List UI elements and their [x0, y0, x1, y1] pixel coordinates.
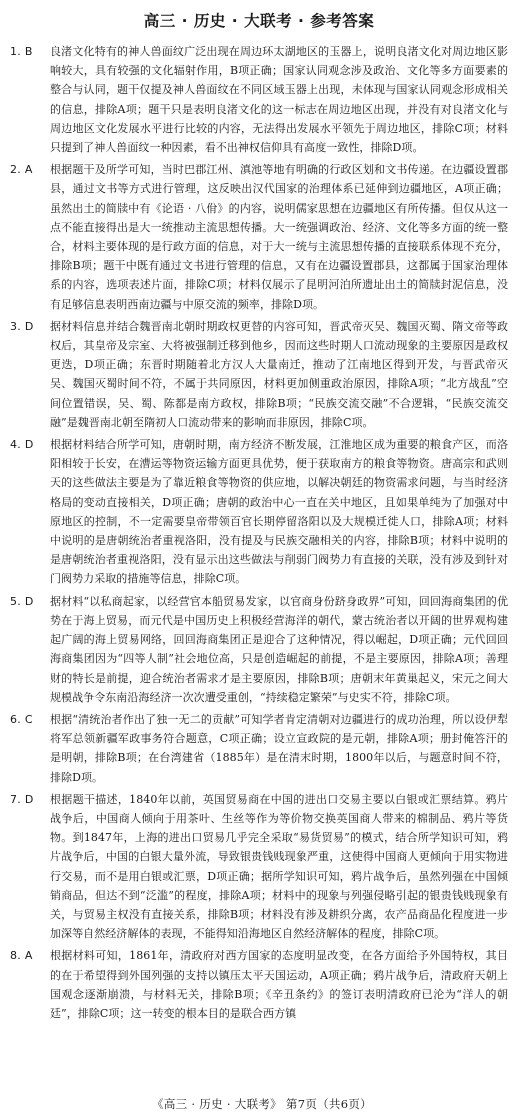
- page-footer: 《高三 · 历史 · 大联考》 第7页（共6页）: [152, 1097, 372, 1111]
- answer-item-5: [10, 592, 508, 707]
- answer-item-4: [10, 435, 508, 589]
- answer-number: 4. D: [10, 438, 34, 452]
- answer-item-6: [10, 710, 508, 787]
- answer-item-8: [10, 946, 508, 1023]
- answer-explanation: 根据材料可知，1861年，清政府对西方国家的态度明显改变，在各方面给予外国特权，其目的在于希望得到外国列强的支持以镇压太平天国运动，A项正确；鸦片战争后，清政府天朝上国观念逐渐崩溃，与材料无关，排除B项；《辛丑条约》的签订表明清政府已沦为“洋人的朝廷”，排除C项；这一转变的根本目的是联合西方镇: [50, 949, 508, 1020]
- answer-number: 2. A: [10, 163, 33, 177]
- answer-number: 8. A: [10, 949, 33, 963]
- answer-item-7: [10, 790, 508, 944]
- answer-item-3: [10, 317, 508, 432]
- answer-explanation: 据材料信息并结合魏晋南北朝时期政权更替的内容可知，晋武帝灭吴、魏国灭蜀、隋文帝等政权后，其皇帝及宗室、大将被强制迁移到他乡，因而这些时期人口流动现象的主要原因是政权更迭，D项正确；东晋时期随着北方汉人大量南迁，推动了江南地区得到开发，与晋武帝灭吴、魏国灭蜀时间不符，不属于共同原因，材料更加侧重政治原因，排除A项；“北方战乱”空间位置错误，吴、蜀、陈都是南方政权，排除B项；“民族交流交融”不合逻辑，“民族交流交融”是魏晋南北朝至隋初人口流动带来的影响而非原因，排除C项。: [50, 319, 508, 429]
- answer-number: 1. B: [10, 45, 33, 58]
- answer-explanation: 据材料“以私商起家，以经营官本船贸易发家，以官商身份跻身政界”可知，回回海商集团的优势在于海上贸易，而元代是中国历史上积极经营海洋的朝代，蒙古统治者以开阔的世界观构建起广阔的海上贸易网络，回回海商集团正是迎合了这种情况，得以崛起，D项正确；元代回回海商集团因为“四等人制”社会地位高，只是创造崛起的前提，不是主要原因，排除A项；善理财的特长是前提，迎合统治者需求才是主要原因，排除B项；唐朝末年黄巢起义，宋元之间大规模战争令东南沿海经济一次次遭受重创，“持续稳定繁荣”与史实不符，排除C项。: [50, 594, 508, 704]
- answer-explanation: 根据“清统治者作出了独一无二的贡献”可知学者肯定清朝对边疆进行的成功治理，所以设伊犁将军总领新疆军政事务符合题意，C项正确；设立宣政院的是元朝，排除A项；册封俺答汗的是明朝，排除B项；在台湾建省（1885年）是在清末时期，1800年以后，与题意时间不符，排除D项。: [50, 712, 508, 784]
- answer-number: 3. D: [10, 319, 34, 333]
- answer-explanation: 根据题干及所学可知，当时巴郡江州、滇池等地有明确的行政区划和文书传递。在边疆设置郡县，通过文书等方式进行管理，这反映出汉代国家的治理体系已延伸到边疆地区，A项正确；虽然出土的简牍中有《论语 · 八佾》的内容，说明儒家思想在边疆地区有所传播。但仅从这一点不能直接得出是大一统推动主流思想传播。大一统强调政治、经济、文化等多方面的统一整合，材料主要体现的是行政方面的信息，对于大一统与主流思想传播的直接联系体现不充分，排除B项；题干中既有通过文书进行管理的信息，又有在边疆设置郡县，这都属于国家治理体系的内容，选项表述片面，排除C项；材料仅展示了昆明河泊所遗址出土的简牍封泥信息，没有足够信息表明西南边疆与中原交流的频率，排除D项。: [50, 163, 508, 311]
- answer-item-2: [10, 160, 508, 314]
- answer-explanation: 良渚文化特有的神人兽面纹广泛出现在周边环太湖地区的玉器上，说明良渚文化对周边地区影响较大，具有较强的文化辐射作用，B项正确；国家认同观念涉及政治、文化等多方面要素的整合与认同，题干仅提及神人兽面纹在不同区域玉器上出现，未体现与国家认同观念形成相关的信息，排除A项；题干只是表明良渚文化的这一标志在周边地区出现，并没有对良渚文化与周边地区文化发展水平进行比较的内容，无法得出发展水平领先于周边地区，排除C项；材料只提到了神人兽面纹一种因素，看不出神权信仰具有高度一致性，排除D项。: [50, 45, 508, 155]
- answer-number: 6. C: [10, 712, 33, 726]
- answer-number: 7. D: [10, 792, 34, 806]
- answer-explanation: 根据材料结合所学可知，唐朝时期，南方经济不断发展，江淮地区成为重要的粮食产区，而洛阳相较于长安，在漕运等物资运输方面更具优势，便于获取南方的粮食等物资。唐高宗和武则天的这些做法主要是为了靠近粮食等物资的供应地，以解决朝廷的物资需求问题，与当时经济格局的变动直接相关，D项正确；唐朝的政治中心一直在关中地区，且如果单纯为了加强对中原地区的控制，不一定需要皇帝带领百官长期停留洛阳以及大规模迁徙人口，排除A项；材料中说明的是唐朝统治者重视洛阳，没有提及与民族交融相关的内容，排除B项；材料中说明的是唐朝统治者重视洛阳，没有显示出这些做法与削弱门阀势力有直接的关联，没有涉及到针对门阀势力采取的措施等信息，排除C项。: [50, 438, 508, 586]
- answer-list: [10, 42, 508, 1023]
- page-title: 高三 · 历史 · 大联考 · 参考答案: [143, 12, 375, 30]
- answer-explanation: 根据题干描述，1840年以前，英国贸易商在中国的进出口交易主要以白银或汇票结算。鸦片战争后，中国商人倾向于用茶叶、生丝等作为等价物交换英国商人带来的棉制品、鸦片等货物。到1847年，上海的进出口贸易几乎完全采取“易货贸易”的模式，结合所学知识可知，鸦片战争后，中国的白银大量外流，导致银贵钱贱现象严重，这使得中国商人更倾向于用实物进行交易，而不是用白银或汇票，D项正确；据所学知识可知，鸦片战争后，虽然列强在中国倾销商品，但达不到“泛滥”的程度，排除A项；材料中的现象与列强侵略引起的银贵钱贱现象有关，与贸易主权没有直接关系，排除B项；材料没有涉及耕织分离，农产品商品化程度进一步加深等自然经济解体的表现，不能得知沿海地区自然经济解体的程度，排除C项。: [50, 792, 508, 941]
- answer-number: 5. D: [10, 594, 34, 608]
- answer-item-1: [10, 42, 508, 157]
